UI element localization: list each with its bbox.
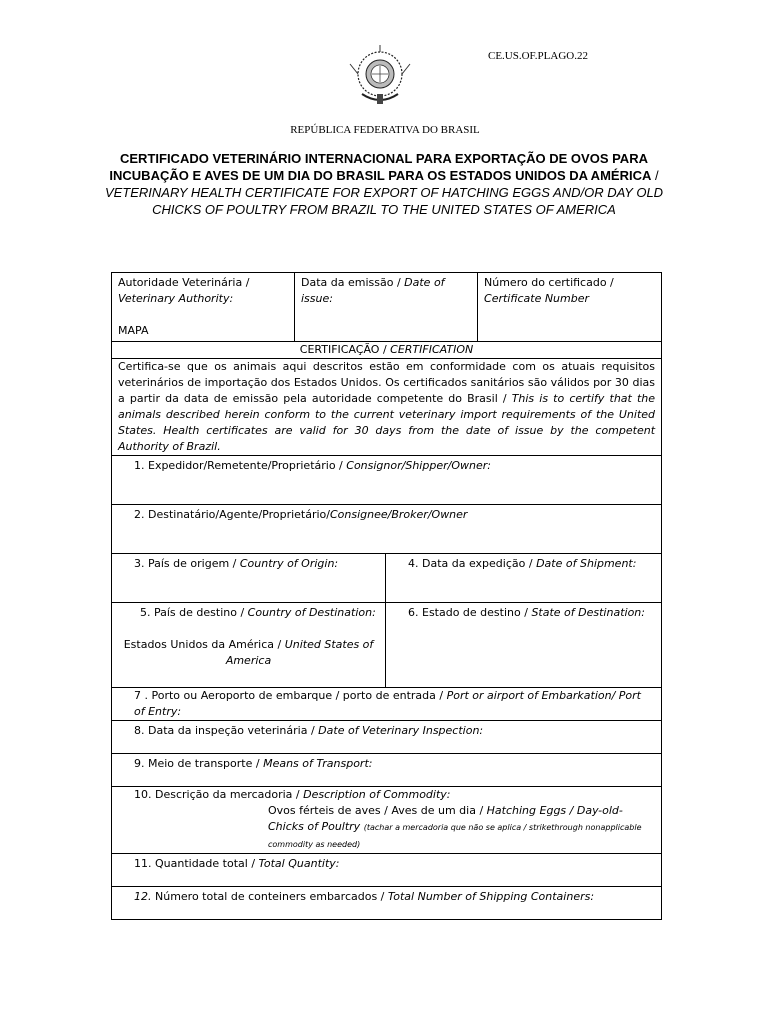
field-port-row	[112, 688, 662, 721]
field-destination-label-pt: 5. País de destino /	[140, 606, 248, 619]
field-containers-row	[112, 887, 662, 920]
title-english: VETERINARY HEALTH CERTIFICATE FOR EXPORT OF HATCHING EGGS AND/OR DAY OLD CHICKS OF POULTRY FROM BRAZIL TO THE UNITED STATES OF AMERICA	[104, 185, 664, 217]
field-transport-label-en: Means of Transport:	[263, 757, 373, 770]
authority-label-pt: Autoridade Veterinária /	[118, 276, 250, 289]
field-destination-label	[118, 605, 379, 621]
authority-label-en: Veterinary Authority:	[118, 292, 234, 305]
field-destination-value	[118, 637, 379, 669]
commodity-value-pt: Ovos férteis de aves / Aves de um dia /	[268, 804, 487, 817]
certification-heading-row	[112, 342, 662, 359]
destination-value-pt: Estados Unidos da América /	[123, 638, 285, 651]
issue-date-label-en: Date of issue:	[301, 276, 445, 305]
field-containers-label-en: Total Number of Shipping Containers:	[387, 890, 595, 903]
field-state-label-en: State of Destination:	[531, 606, 645, 619]
field-quantity-row	[112, 854, 662, 887]
origin-shipment-row	[112, 554, 662, 603]
field-inspection-row	[112, 721, 662, 754]
field-inspection-label-pt: 8. Data da inspeção veterinária /	[134, 724, 319, 737]
field-destination-label-en: Country of Destination:	[247, 606, 376, 619]
field-consignee-label-en: Consignee/Broker/Owner	[330, 508, 468, 521]
authority-cell	[112, 273, 295, 342]
field-shipment-label-pt: 4. Data da expedição /	[408, 557, 537, 570]
republic-name: REPÚBLICA FEDERATIVA DO BRASIL	[290, 124, 480, 136]
field-consignor-label-en: Consignor/Shipper/Owner:	[346, 459, 491, 472]
certification-heading-en: CERTIFICATION	[390, 343, 474, 356]
field-origin-label-en: Country of Origin:	[239, 557, 339, 570]
field-origin-label-pt: 3. País de origem /	[134, 557, 240, 570]
field-shipping-containers[interactable]	[112, 887, 662, 920]
field-country-of-origin[interactable]	[112, 554, 386, 603]
certificate-number-cell	[478, 273, 662, 342]
certification-text-pt: Certifica-se que os animais aqui descritos estão em conformidade com os atuais requisitos veterinários de importação dos Estados Unidos. Os certificados sanitários são válidos por 30 dias a partir da data de emissão pela autoridade competente do Brasil /	[118, 360, 656, 405]
field-transport-row	[112, 754, 662, 787]
field-commodity-label-en: Description of Commodity:	[303, 788, 451, 801]
authority-value: MAPA	[118, 324, 149, 337]
title-separator: /	[651, 168, 659, 183]
field-state-of-destination[interactable]	[386, 603, 662, 688]
document-code: CE.US.OF.PLAGO.22	[488, 50, 588, 62]
field-quantity-label-en: Total Quantity:	[258, 857, 340, 870]
field-consignee-row	[112, 505, 662, 554]
issue-date-label-pt: Data da emissão /	[301, 276, 405, 289]
field-commodity[interactable]	[112, 787, 662, 854]
certificate-title	[80, 150, 688, 218]
field-port-label-pt: 7 . Porto ou Aeroporto de embarque / porto de entrada /	[134, 689, 447, 702]
field-consignor-row	[112, 456, 662, 505]
field-containers-label-pt: Número total de conteiners embarcados /	[151, 890, 388, 903]
field-quantity-label-pt: 11. Quantidade total /	[134, 857, 259, 870]
commodity-value-en: Hatching Eggs / Day-old-Chicks of Poultry	[268, 804, 623, 833]
certificate-form	[111, 272, 662, 920]
field-inspection-date[interactable]	[112, 721, 662, 754]
coat-of-arms-seal	[348, 44, 412, 108]
field-country-of-destination[interactable]	[112, 603, 386, 688]
field-consignor[interactable]	[112, 456, 662, 505]
field-containers-number: 12.	[134, 890, 152, 903]
field-transport-label-pt: 9. Meio de transporte /	[134, 757, 264, 770]
field-state-label-pt: 6. Estado de destino /	[408, 606, 532, 619]
certification-heading-pt: CERTIFICAÇÃO /	[299, 343, 391, 356]
commodity-note: (tachar a mercadoria que não se aplica / strikethrough nonapplicable commodity as needed)	[268, 823, 642, 849]
field-port-label-en: Port or airport of Embarkation/ Port of Entry:	[134, 689, 641, 718]
field-total-quantity[interactable]	[112, 854, 662, 887]
certification-text	[112, 359, 662, 456]
field-commodity-label	[134, 787, 655, 803]
field-commodity-row	[112, 787, 662, 854]
header-row	[112, 273, 662, 342]
field-consignee-label-pt: 2. Destinatário/Agente/Proprietário/	[134, 508, 330, 521]
certificate-number-label-pt: Número do certificado /	[484, 276, 614, 289]
field-consignee[interactable]	[112, 505, 662, 554]
field-commodity-value	[268, 803, 645, 853]
field-commodity-label-pt: 10. Descrição da mercadoria /	[134, 788, 304, 801]
field-date-of-shipment[interactable]	[386, 554, 662, 603]
field-consignor-label-pt: 1. Expedidor/Remetente/Proprietário /	[134, 459, 347, 472]
destination-row	[112, 603, 662, 688]
issue-date-cell	[295, 273, 478, 342]
certification-text-row	[112, 359, 662, 456]
certification-text-en: This is to certify that the animals described herein conform to the current veterinary import requirements of the United States. Health certificates are valid for 30 days from the date of issue by the competent Authority of Brazil.	[118, 392, 656, 453]
field-shipment-label-en: Date of Shipment:	[536, 557, 637, 570]
field-port-of-embarkation[interactable]	[112, 688, 662, 721]
field-means-of-transport[interactable]	[112, 754, 662, 787]
title-portuguese: CERTIFICADO VETERINÁRIO INTERNACIONAL PARA EXPORTAÇÃO DE OVOS PARA INCUBAÇÃO E AVES DE UM DIA DO BRASIL PARA OS ESTADOS UNIDOS DA AMÉRICA	[109, 151, 652, 183]
destination-value-en: United States of America	[225, 638, 374, 667]
field-inspection-label-en: Date of Veterinary Inspection:	[318, 724, 484, 737]
certification-heading	[112, 342, 662, 359]
certificate-number-label-en: Certificate Number	[484, 292, 590, 305]
